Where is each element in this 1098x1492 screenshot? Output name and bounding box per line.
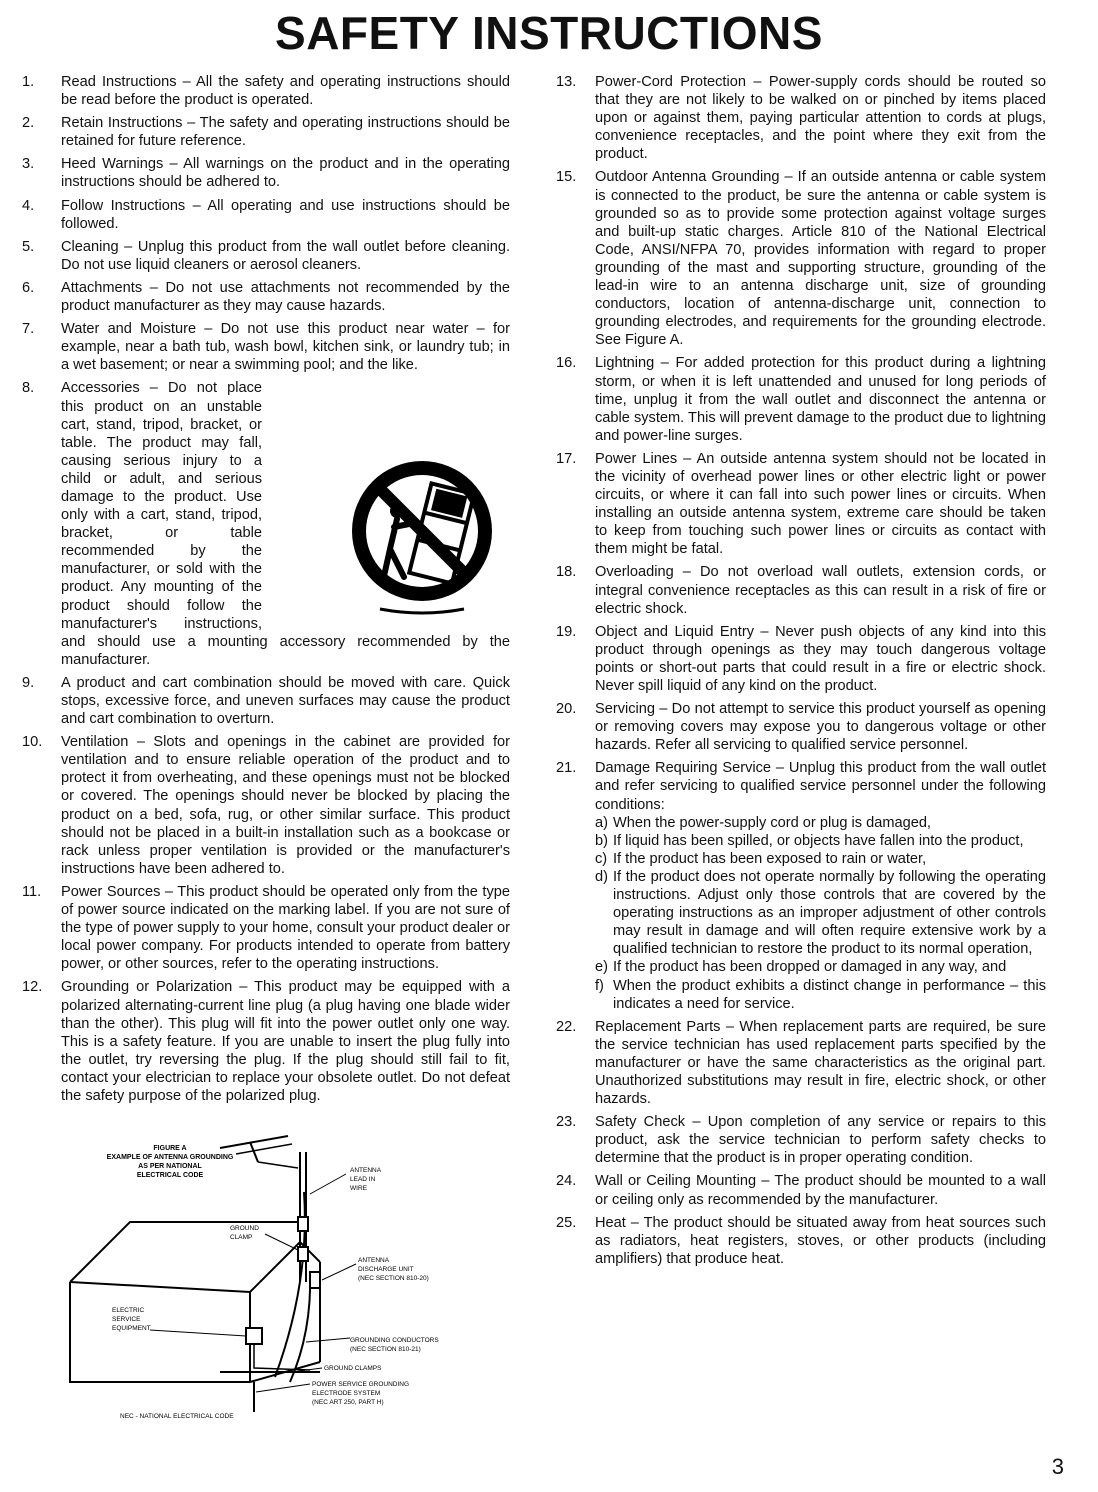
label-antenna-lead-in: WIRE [350, 1185, 367, 1192]
label-discharge-unit: DISCHARGE UNIT [358, 1266, 414, 1273]
label-ground-clamp: GROUND [230, 1225, 259, 1232]
item-number: 1. [22, 74, 35, 90]
item-number: 3. [22, 156, 35, 173]
condition-letter: d) [595, 868, 608, 885]
label-grounding-conductors: GROUNDING CONDUCTORS [350, 1337, 439, 1344]
item-number: 9. [22, 674, 35, 691]
label-discharge-unit: (NEC SECTION 810-20) [358, 1275, 429, 1282]
instruction-item [22, 238, 510, 274]
instruction-item [22, 320, 510, 374]
right-column [556, 73, 1046, 1273]
instruction-item [22, 73, 510, 109]
item-number: 21. [556, 760, 577, 777]
instruction-item [556, 623, 1046, 695]
instruction-item [556, 354, 1046, 444]
item-text: Object and Liquid Entry – Never push objects of any kind into this product through openings as they may touch dangerous voltage points or short-out parts that could result in a fire or electric shock. Never spill liquid of any kind on the product. [595, 623, 1046, 694]
condition-letter: f) [595, 977, 604, 994]
label-antenna-lead-in: LEAD IN [350, 1176, 376, 1183]
item-text: Wall or Ceiling Mounting – The product should be mounted to a wall or ceiling only as recommended by the manufacturer. [595, 1173, 1046, 1208]
instruction-item [556, 168, 1046, 349]
item-text: Replacement Parts – When replacement parts are required, be sure the service technician has used replacement parts specified by the manufacturer or have the same characteristics as the original part. Unauthorized substitutions may result in fire, electric shock, or other hazards. [595, 1018, 1046, 1108]
left-column [22, 73, 510, 1110]
item-number: 22. [556, 1018, 577, 1035]
item-text: Lightning – For added protection for this product during a lightning storm, or when it is left unattended and unused for long periods of time, unplug it from the wall outlet and disconnect the antenna or cable system. This will prevent damage to the product due to lightning and power-line surges. [595, 355, 1046, 444]
item-number: 24. [556, 1173, 577, 1190]
item-text: Safety Check – Upon completion of any service or repairs to this product, ask the service technician to perform safety checks to determine that the product is in proper operating condition. [595, 1114, 1046, 1167]
item-text: Grounding or Polarization – This product may be equipped with a polarized alternating-current line plug (a plug having one blade wider than the other). This plug will fit into the power outlet only one way. This is a safety feature. If you are unable to insert the plug fully into the outlet, try reversing the plug. If the plug should still fail to fit, contact your electrician to replace your obsolete outlet. Do not defeat the safety purpose of the polarized plug. [61, 979, 510, 1104]
instruction-item [22, 978, 510, 1105]
item-number: 7. [22, 321, 35, 338]
item-number: 20. [556, 701, 577, 718]
item-number: 2. [22, 115, 35, 132]
item-number: 15. [556, 169, 577, 186]
item-text: Water and Moisture – Do not use this product near water – for example, near a bath tub, wash bowl, kitchen sink, or laundry tub; in a wet basement; or near a swimming pool; and the like. [61, 321, 510, 374]
item-text: Retain Instructions – The safety and operating instructions should be retained for future reference. [61, 115, 510, 150]
instruction-item [22, 155, 510, 191]
condition-letter: a) [595, 814, 608, 831]
page-number: 3 [1051, 1454, 1064, 1479]
instruction-item [556, 700, 1046, 754]
instruction-item [22, 883, 510, 973]
item-text: Damage Requiring Service – Unplug this product from the wall outlet and refer servicing to qualified service personnel under the following conditions: [595, 760, 1046, 813]
cart-tipover-warning-icon [272, 431, 520, 621]
condition-text: If the product has been exposed to rain or water, [613, 850, 927, 867]
label-power-service: POWER SERVICE GROUNDING [312, 1381, 410, 1388]
item-number: 10. [22, 734, 43, 751]
item-text: A product and cart combination should be moved with care. Quick stops, excessive force, and uneven surfaces may cause the product and cart combination to overturn. [61, 674, 510, 728]
condition-item [595, 850, 1046, 868]
instruction-item [556, 1113, 1046, 1167]
item-number: 12. [22, 979, 43, 996]
instruction-item [22, 674, 510, 728]
label-power-service: (NEC ART 250, PART H) [312, 1399, 384, 1406]
label-power-service: ELECTRODE SYSTEM [312, 1390, 381, 1397]
label-nec-note: NEC - NATIONAL ELECTRICAL CODE [120, 1413, 234, 1420]
item-number: 17. [556, 450, 577, 467]
item-text: Follow Instructions – All operating and use instructions should be followed. [61, 197, 510, 232]
item-number: 19. [556, 623, 577, 640]
condition-letter: e) [595, 959, 608, 976]
label-grounding-conductors: (NEC SECTION 810-21) [350, 1346, 421, 1353]
instruction-item [556, 1172, 1046, 1208]
item-text: Attachments – Do not use attachments not recommended by the product manufacturer as they may cause hazards. [61, 279, 510, 315]
instruction-item [556, 450, 1046, 559]
item-text: Read Instructions – All the safety and operating instructions should be read before the product is operated. [61, 74, 510, 109]
antenna-grounding-figure [60, 1132, 480, 1422]
condition-text: When the power-supply cord or plug is damaged, [613, 814, 931, 831]
condition-item [595, 977, 1046, 1013]
instruction-item [22, 114, 510, 150]
condition-item [595, 832, 1046, 850]
instruction-item [22, 379, 510, 669]
instruction-item [22, 733, 510, 878]
item-text: Heed Warnings – All warnings on the product and in the operating instructions should be adhered to. [61, 156, 510, 191]
item-text: Ventilation – Slots and openings in the cabinet are provided for ventilation and to ensure reliable operation of the product and to protect it from overheating, and these openings must not be blocked or covered. The openings should never be blocked by placing the product on a bed, sofa, rug, or other similar surface. This product should not be placed in a built-in installation such as a bookcase or rack unless proper ventilation is provided or the manufacturer's instructions have been adhered to. [61, 734, 510, 877]
condition-item [595, 958, 1046, 976]
item-text: Cleaning – Unplug this product from the wall outlet before cleaning. Do not use liquid cleaners or aerosol cleaners. [61, 238, 510, 273]
item-number: 6. [22, 279, 35, 296]
instruction-item [556, 73, 1046, 163]
item-number: 25. [556, 1214, 577, 1231]
label-ground-clamp: CLAMP [230, 1234, 253, 1241]
item-number: 18. [556, 564, 577, 581]
item-number: 4. [22, 197, 35, 214]
instruction-item [556, 759, 1046, 1012]
label-antenna-lead-in: ANTENNA [350, 1167, 382, 1174]
item-number: 23. [556, 1114, 577, 1131]
label-electric-service: EQUIPMENT [112, 1325, 151, 1332]
item-number: 16. [556, 355, 577, 372]
label-ground-clamps: GROUND CLAMPS [324, 1365, 382, 1372]
item-number: 8. [22, 380, 35, 397]
figure-title: AS PER NATIONAL [138, 1163, 202, 1170]
condition-text: When the product exhibits a distinct change in performance – this indicates a need for service. [613, 977, 1046, 1012]
label-electric-service: SERVICE [112, 1316, 141, 1323]
figure-title: EXAMPLE OF ANTENNA GROUNDING [106, 1154, 234, 1161]
condition-letter: c) [595, 850, 608, 867]
figure-title: ELECTRICAL CODE [136, 1172, 204, 1179]
instruction-item [556, 563, 1046, 617]
item-number: 13. [556, 74, 577, 90]
item-text: Heat – The product should be situated away from heat sources such as radiators, heat registers, stoves, or other products (including amplifiers) that produce heat. [595, 1214, 1046, 1267]
label-discharge-unit: ANTENNA [358, 1257, 390, 1264]
condition-text: If the product has been dropped or damaged in any way, and [613, 959, 1007, 976]
instruction-item [556, 1214, 1046, 1268]
item-text: Servicing – Do not attempt to service this product yourself as opening or removing covers may expose you to dangerous voltage or other hazards. Refer all servicing to qualified service personnel. [595, 701, 1046, 754]
item-text: Power-Cord Protection – Power-supply cords should be routed so that they are not likely to be walked on or pinched by items placed upon or against them, paying particular attention to cords at plugs, convenience receptacles, and the point where they exit from the product. [595, 74, 1046, 163]
label-electric-service: ELECTRIC [112, 1307, 145, 1314]
condition-text: If the product does not operate normally by following the operating instructions. Adjust only those controls that are covered by the operating instructions as an improper adjustment of other controls may result in damage and will often require extensive work by a qualified technician to restore the product to its normal operation, [613, 868, 1046, 958]
condition-letter: b) [595, 832, 608, 849]
instruction-item [22, 197, 510, 233]
page-title: SAFETY INSTRUCTIONS [275, 7, 823, 59]
condition-item [595, 868, 1046, 958]
item-text: Outdoor Antenna Grounding – If an outside antenna or cable system is connected to the product, be sure the antenna or cable system is grounded so as to provide some protection against voltage surges and built-up static charges. Article 810 of the National Electrical Code, ANSI/NFPA 70, provides information with regard to proper grounding of the mast and supporting structure, grounding of the lead-in wire to an antenna discharge unit, size of grounding conductors, location of antenna-discharge unit, connection to grounding electrodes, and requirements for the grounding electrode. See Figure A. [595, 169, 1046, 349]
item-number: 5. [22, 238, 35, 255]
item-text: Power Lines – An outside antenna system should not be located in the vicinity of overhead power lines or other electric light or power circuits, or where it can fall into such power lines or circuits. When installing an outside antenna system, extreme care should be taken to keep from touching such power lines or circuits as contact with them might be fatal. [595, 450, 1046, 558]
condition-item [595, 814, 1046, 832]
item-number: 11. [22, 883, 42, 900]
instruction-item [22, 279, 510, 315]
condition-text: If liquid has been spilled, or objects have fallen into the product, [613, 832, 1024, 849]
item-text: Overloading – Do not overload wall outlets, extension cords, or integral convenience receptacles as this can result in a risk of fire or electric shock. [595, 564, 1046, 617]
figure-title: FIGURE A [153, 1145, 187, 1152]
instruction-item [556, 1018, 1046, 1108]
item-text: Power Sources – This product should be operated only from the type of power source indicated on the marking label. If you are not sure of the type of power supply to your home, consult your product dealer or local power company. For products intended to operate from battery power, or other sources, refer to the operating instructions. [61, 883, 510, 973]
item-text: Accessories – Do not place this product on an unstable cart, stand, tripod, bracket, or table. The product may fall, causing serious injury to a child or adult, and serious damage to the product. Use only with a cart, stand, tripod, bracket, or table recommended by the manufacturer, or sold with the product. Any mounting of the product should follow the manufacturer's instructions, and should use a mounting accessory recommended by the manufacturer. [61, 380, 510, 668]
